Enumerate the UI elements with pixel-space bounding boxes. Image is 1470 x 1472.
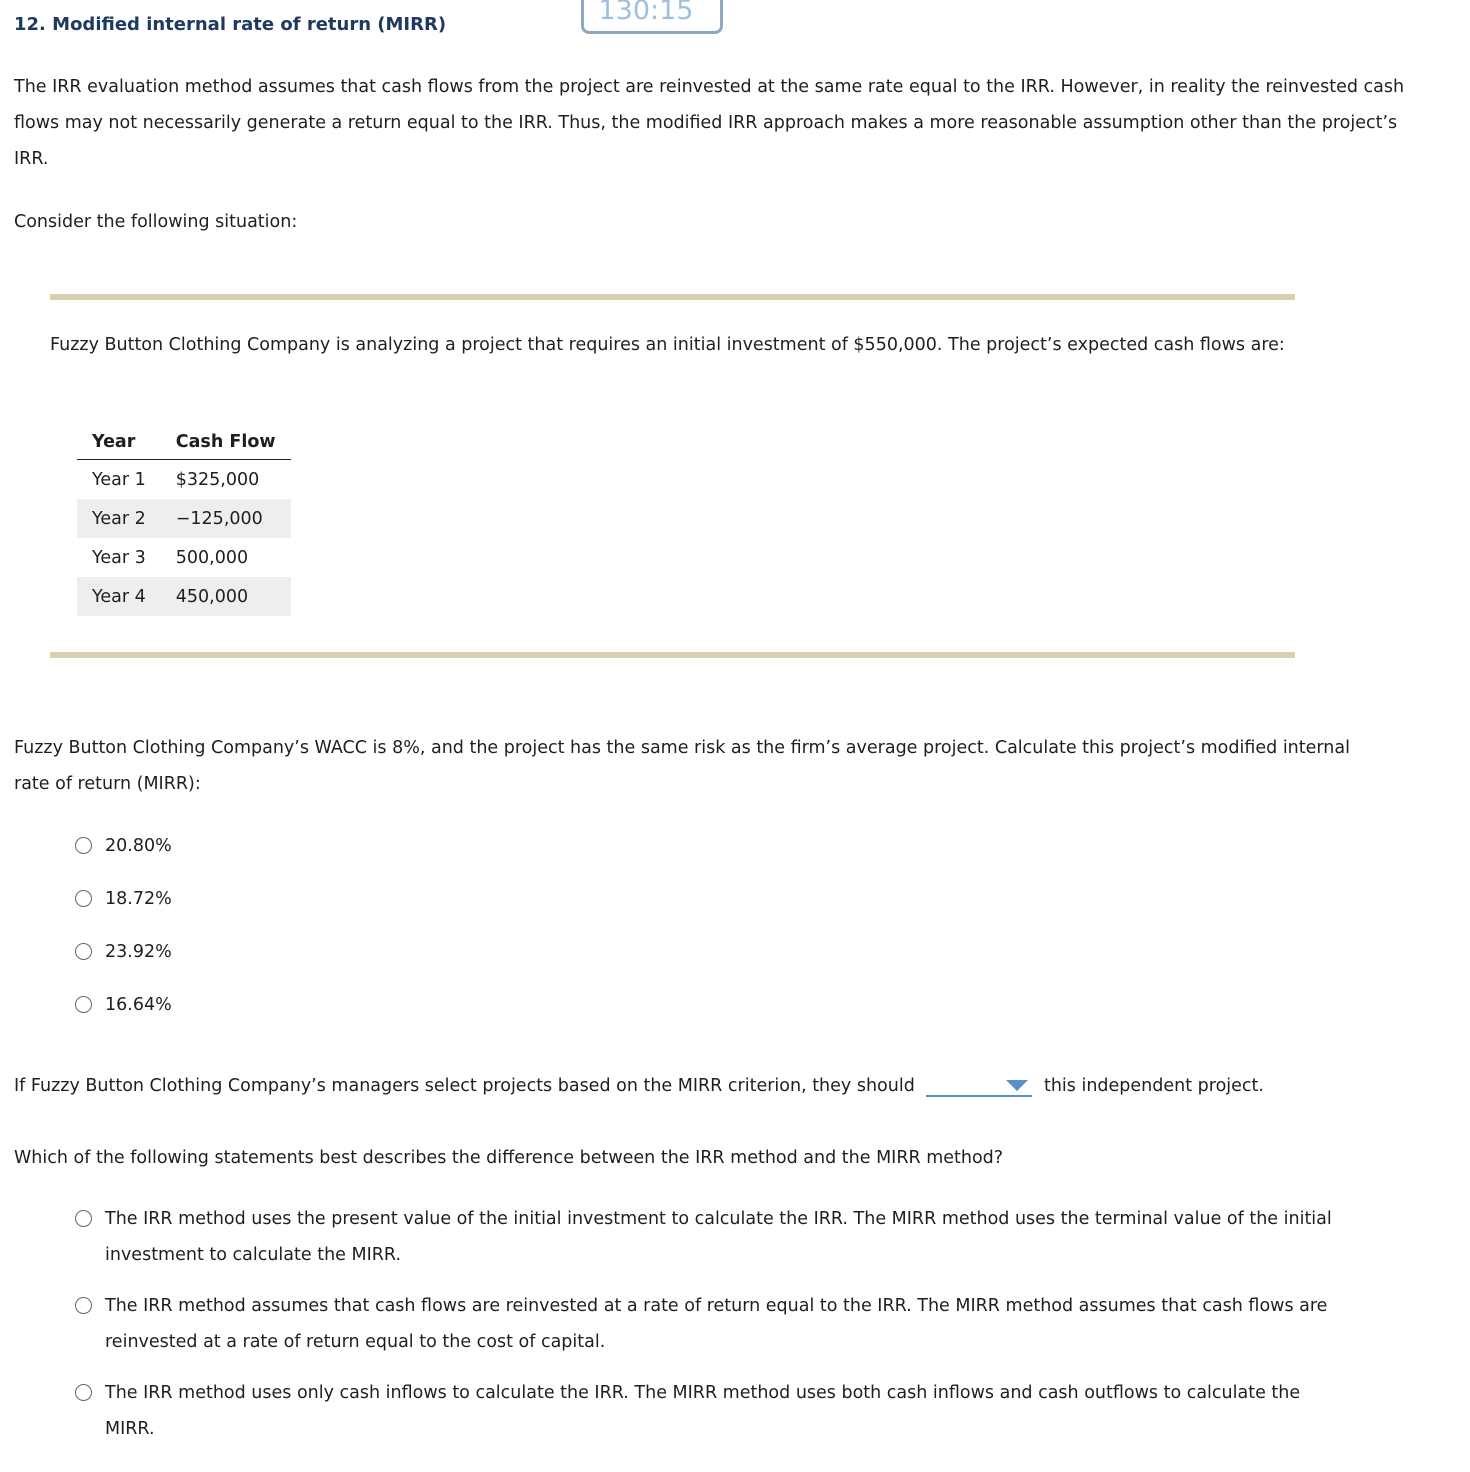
radio-button[interactable] — [75, 1297, 92, 1314]
mirr-option[interactable] — [75, 890, 172, 917]
cash-flow-cell: 450,000 — [161, 577, 291, 616]
option-label: The IRR method assumes that cash flows are reinvested at a rate of return equal to the IRR. The MIRR method assumes that cash flows are reinvested at a rate of return equal to the cost of capital. — [105, 1296, 1328, 1352]
option-label: 23.92% — [105, 942, 172, 962]
table-row — [77, 499, 291, 538]
column-header-cash-flow: Cash Flow — [161, 424, 291, 460]
option-label: The IRR method uses only cash inflows to calculate the IRR. The MIRR method uses both cash inflows and cash outflows to calculate the MIRR. — [105, 1383, 1301, 1439]
radio-button[interactable] — [75, 837, 92, 854]
year-cell: Year 2 — [77, 499, 161, 538]
cash-flow-table — [77, 424, 291, 616]
statement-option[interactable] — [75, 1384, 1355, 1447]
radio-button[interactable] — [75, 890, 92, 907]
difference-question: Which of the following statements best describes the difference between the IRR method and the MIRR method? — [14, 1148, 1004, 1168]
case-bottom-rule — [50, 652, 1295, 658]
radio-button[interactable] — [75, 943, 92, 960]
mirr-option[interactable] — [75, 943, 172, 970]
radio-button[interactable] — [75, 996, 92, 1013]
year-cell: Year 3 — [92, 547, 146, 568]
table-row — [77, 460, 291, 500]
mirr-option[interactable] — [75, 837, 172, 864]
page-title: 12. Modified internal rate of return (MIRR) — [14, 14, 447, 35]
cash-flow-cell: $325,000 — [175, 469, 260, 490]
radio-button[interactable] — [75, 1384, 92, 1401]
year-cell: Year 1 — [92, 469, 146, 490]
year-cell: Year 4 — [77, 577, 161, 616]
decision-dropdown[interactable] — [926, 1075, 1032, 1097]
mirr-question: Fuzzy Button Clothing Company’s WACC is 8%, and the project has the same risk as the firm’s average project. Calculate this project’s modified internal rate of return (MIRR): — [14, 738, 1350, 794]
decision-text-before: If Fuzzy Button Clothing Company’s managers select projects based on the MIRR criterion, they should — [14, 1076, 915, 1096]
mirr-option[interactable] — [75, 996, 172, 1023]
radio-button[interactable] — [75, 1210, 92, 1227]
column-header-year: Year — [77, 424, 161, 460]
statement-option[interactable] — [75, 1297, 1355, 1360]
table-row — [77, 538, 291, 577]
cash-flow-cell: 500,000 — [175, 547, 249, 568]
consider-text: Consider the following situation: — [14, 212, 298, 232]
chevron-down-icon — [1006, 1080, 1028, 1091]
statement-option[interactable] — [75, 1210, 1355, 1273]
decision-text-after: this independent project. — [1043, 1076, 1264, 1096]
table-row — [77, 577, 291, 616]
option-label: 18.72% — [105, 889, 172, 909]
option-label: 20.80% — [105, 836, 172, 856]
option-label: 16.64% — [105, 995, 172, 1015]
cash-flow-cell: −125,000 — [161, 499, 291, 538]
case-top-rule — [50, 294, 1295, 300]
case-description: Fuzzy Button Clothing Company is analyzing a project that requires an initial investment of $550,000. The project’s expected cash flows are: — [50, 335, 1285, 355]
option-label: The IRR method uses the present value of the initial investment to calculate the IRR. The MIRR method uses the terminal value of the initial investment to calculate the MIRR. — [105, 1209, 1332, 1265]
decision-sentence — [14, 1068, 1264, 1104]
timer: 130:15 — [581, 0, 723, 34]
intro-paragraph: The IRR evaluation method assumes that cash flows from the project are reinvested at the same rate equal to the IRR. However, in reality the reinvested cash flows may not necessarily generate a return equal to the IRR. Thus, the modified IRR approach makes a more reasonable assumption other than the project’s IRR. — [14, 77, 1405, 169]
